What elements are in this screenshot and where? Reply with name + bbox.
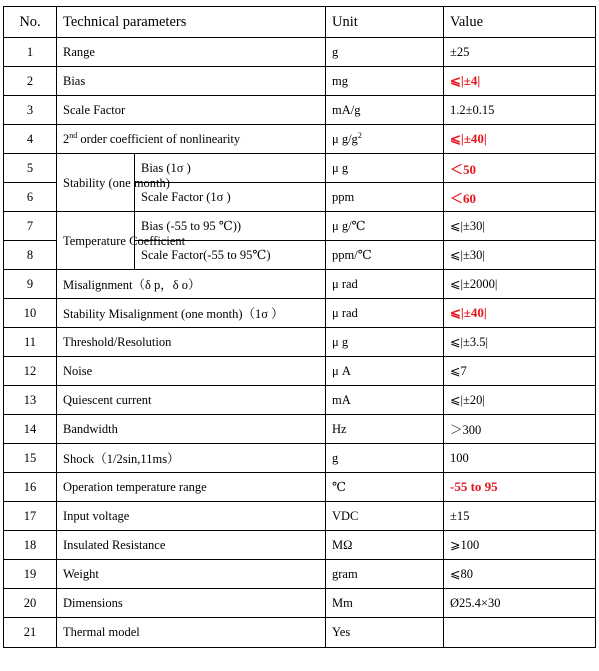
parameter-value: ⩽|±2000| — [444, 270, 596, 299]
parameter-group-temperature-coefficient: Temperature Coefficient — [57, 212, 135, 270]
parameter-value-highlighted: ⩽|±4| — [444, 67, 596, 96]
parameter-name: Bandwidth — [57, 415, 326, 444]
parameter-value: Ø25.4×30 — [444, 589, 596, 618]
parameter-name: Threshold/Resolution — [57, 328, 326, 357]
parameter-value: ＞300 — [444, 415, 596, 444]
row-number: 18 — [4, 531, 57, 560]
parameter-unit: Hz — [326, 415, 444, 444]
parameter-unit: μ A — [326, 357, 444, 386]
parameter-name — [57, 125, 326, 154]
table-row — [4, 386, 596, 415]
table-row — [4, 357, 596, 386]
parameter-name: Range — [57, 38, 326, 67]
header-no: No. — [4, 7, 57, 38]
parameter-unit: μ g — [326, 328, 444, 357]
row-number: 7 — [4, 212, 57, 241]
parameter-value: ±15 — [444, 502, 596, 531]
parameter-value: ±25 — [444, 38, 596, 67]
parameter-name: Scale Factor (1σ ) — [135, 183, 326, 212]
parameter-name: Dimensions — [57, 589, 326, 618]
table-row — [4, 473, 596, 502]
table-row — [4, 154, 596, 183]
parameter-value-highlighted: ⩽|±40| — [444, 125, 596, 154]
table-row — [4, 38, 596, 67]
parameter-unit: gram — [326, 560, 444, 589]
parameter-name-part: 2 — [63, 131, 70, 146]
table-row — [4, 589, 596, 618]
table-row — [4, 328, 596, 357]
table-row — [4, 531, 596, 560]
parameter-value-highlighted: ⩽|±40| — [444, 299, 596, 328]
parameter-name: Bias (-55 to 95 ℃)) — [135, 212, 326, 241]
parameter-unit: ppm — [326, 183, 444, 212]
table-row — [4, 560, 596, 589]
parameter-name: Bias — [57, 67, 326, 96]
parameter-unit: μ rad — [326, 270, 444, 299]
parameter-name: Thermal model — [57, 618, 326, 648]
parameter-unit: VDC — [326, 502, 444, 531]
row-number: 17 — [4, 502, 57, 531]
parameter-name: Noise — [57, 357, 326, 386]
parameter-name: Weight — [57, 560, 326, 589]
parameter-name: Shock（1/2sin,11ms） — [57, 444, 326, 473]
parameter-value: ⩽|±3.5| — [444, 328, 596, 357]
row-number: 4 — [4, 125, 57, 154]
parameter-value: ⩽|±20| — [444, 386, 596, 415]
parameter-unit: Yes — [326, 618, 444, 648]
parameter-value-highlighted: ＜50 — [444, 154, 596, 183]
parameter-name: Scale Factor(-55 to 95℃) — [135, 241, 326, 270]
row-number: 8 — [4, 241, 57, 270]
parameter-name: Scale Factor — [57, 96, 326, 125]
parameter-name: Operation temperature range — [57, 473, 326, 502]
row-number: 9 — [4, 270, 57, 299]
parameter-name: Input voltage — [57, 502, 326, 531]
row-number: 11 — [4, 328, 57, 357]
parameter-value-highlighted: ＜60 — [444, 183, 596, 212]
parameter-name: Stability Misalignment (one month)（1σ ） — [57, 299, 326, 328]
table-row — [4, 502, 596, 531]
parameter-name-part: order coefficient of nonlinearity — [77, 131, 241, 146]
parameter-name: Insulated Resistance — [57, 531, 326, 560]
parameter-value: 100 — [444, 444, 596, 473]
parameter-value: ⩽7 — [444, 357, 596, 386]
parameter-group-stability: Stability (one month) — [57, 154, 135, 212]
technical-parameters-table — [3, 6, 596, 648]
table-row — [4, 618, 596, 648]
table-row — [4, 444, 596, 473]
parameter-unit: ℃ — [326, 473, 444, 502]
parameter-unit: μ rad — [326, 299, 444, 328]
parameter-unit: ppm/℃ — [326, 241, 444, 270]
row-number: 16 — [4, 473, 57, 502]
parameter-unit: MΩ — [326, 531, 444, 560]
row-number: 14 — [4, 415, 57, 444]
table-row — [4, 270, 596, 299]
parameter-value: 1.2±0.15 — [444, 96, 596, 125]
table-row — [4, 96, 596, 125]
parameter-unit: mg — [326, 67, 444, 96]
row-number: 12 — [4, 357, 57, 386]
header-value: Value — [444, 7, 596, 38]
row-number: 6 — [4, 183, 57, 212]
parameter-unit: g — [326, 444, 444, 473]
parameter-unit-superscript: 2 — [357, 130, 362, 140]
parameter-name-superscript: nd — [69, 130, 78, 140]
parameter-unit: g — [326, 38, 444, 67]
parameter-unit: μ g — [326, 154, 444, 183]
row-number: 2 — [4, 67, 57, 96]
parameter-unit: μ g/℃ — [326, 212, 444, 241]
parameter-unit — [326, 125, 444, 154]
parameter-value-highlighted: -55 to 95 — [444, 473, 596, 502]
row-number: 21 — [4, 618, 57, 648]
table-row — [4, 415, 596, 444]
parameter-value: ⩽80 — [444, 560, 596, 589]
header-technical-parameters: Technical parameters — [57, 7, 326, 38]
table-row — [4, 125, 596, 154]
parameter-name: Bias (1σ ) — [135, 154, 326, 183]
row-number: 5 — [4, 154, 57, 183]
parameter-value — [444, 618, 596, 648]
parameter-name: Quiescent current — [57, 386, 326, 415]
header-unit: Unit — [326, 7, 444, 38]
parameter-unit-part: μ g/g — [332, 131, 358, 146]
row-number: 1 — [4, 38, 57, 67]
parameter-value: ⩽|±30| — [444, 212, 596, 241]
table-row — [4, 212, 596, 241]
table-row — [4, 67, 596, 96]
parameter-value: ⩽|±30| — [444, 241, 596, 270]
parameter-unit: Mm — [326, 589, 444, 618]
row-number: 3 — [4, 96, 57, 125]
row-number: 19 — [4, 560, 57, 589]
row-number: 15 — [4, 444, 57, 473]
table-row — [4, 299, 596, 328]
row-number: 13 — [4, 386, 57, 415]
parameter-unit: mA — [326, 386, 444, 415]
parameter-unit: mA/g — [326, 96, 444, 125]
row-number: 10 — [4, 299, 57, 328]
row-number: 20 — [4, 589, 57, 618]
table-header-row — [4, 7, 596, 38]
parameter-value: ⩾100 — [444, 531, 596, 560]
parameter-name: Misalignment（δ p，δ o） — [57, 270, 326, 299]
